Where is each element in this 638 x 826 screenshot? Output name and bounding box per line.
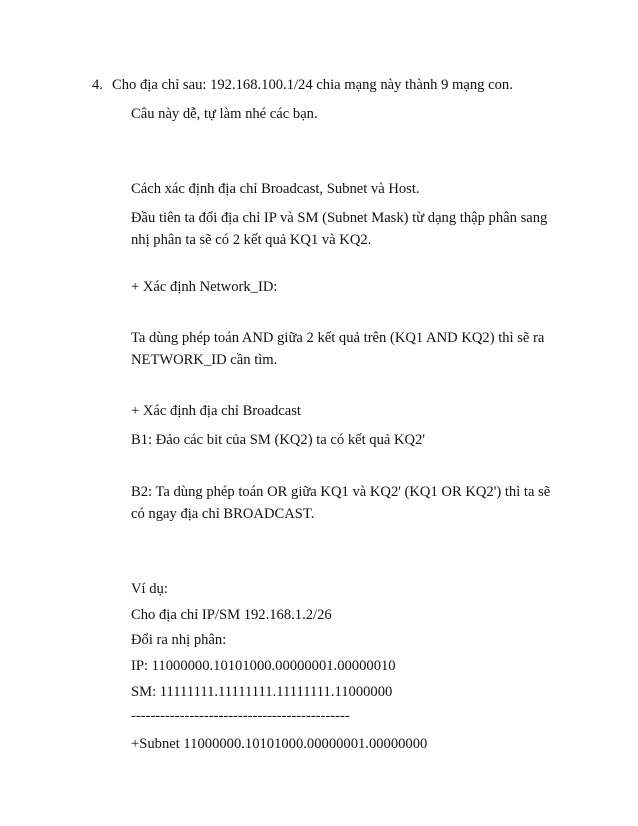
step-b1: B1: Đảo các bit của SM (KQ2) ta có kết quả KQ2' [131, 432, 426, 448]
example-label: Ví dụ: [131, 581, 168, 597]
step-b2-line-2: có ngay địa chỉ BROADCAST. [131, 506, 315, 522]
section-title: Cách xác định địa chỉ Broadcast, Subnet và Host. [131, 181, 420, 197]
note-text: Câu này dễ, tự làm nhé các bạn. [131, 106, 318, 122]
convert-label: Đổi ra nhị phân: [131, 632, 227, 648]
network-line-1: Ta dùng phép toán AND giữa 2 kết quả trên (KQ1 AND KQ2) thì sẽ ra [131, 330, 545, 346]
sm-binary: SM: 11111111.11111111.11111111.11000000 [131, 684, 393, 700]
intro-line-1: Đầu tiên ta đổi địa chỉ IP và SM (Subnet Mask) từ dạng thập phân sang [131, 210, 548, 226]
separator-line: --------------------------------------------- [131, 708, 350, 724]
ip-binary: IP: 11000000.10101000.00000001.00000010 [131, 658, 396, 674]
network-heading: + Xác định Network_ID: [131, 279, 278, 295]
subnet-binary: +Subnet 11000000.10101000.00000001.00000000 [131, 736, 428, 752]
list-item-number: 4. [92, 77, 103, 93]
broadcast-heading: + Xác định địa chỉ Broadcast [131, 403, 301, 419]
step-b2-line-1: B2: Ta dùng phép toán OR giữa KQ1 và KQ2' (KQ1 OR KQ2') thì ta sẽ [131, 484, 551, 500]
example-given: Cho địa chỉ IP/SM 192.168.1.2/26 [131, 607, 332, 623]
intro-line-2: nhị phân ta sẽ có 2 kết quả KQ1 và KQ2. [131, 232, 372, 248]
list-item-text: Cho địa chỉ sau: 192.168.100.1/24 chia mạng này thành 9 mạng con. [112, 77, 513, 93]
network-line-2: NETWORK_ID cần tìm. [131, 352, 278, 368]
